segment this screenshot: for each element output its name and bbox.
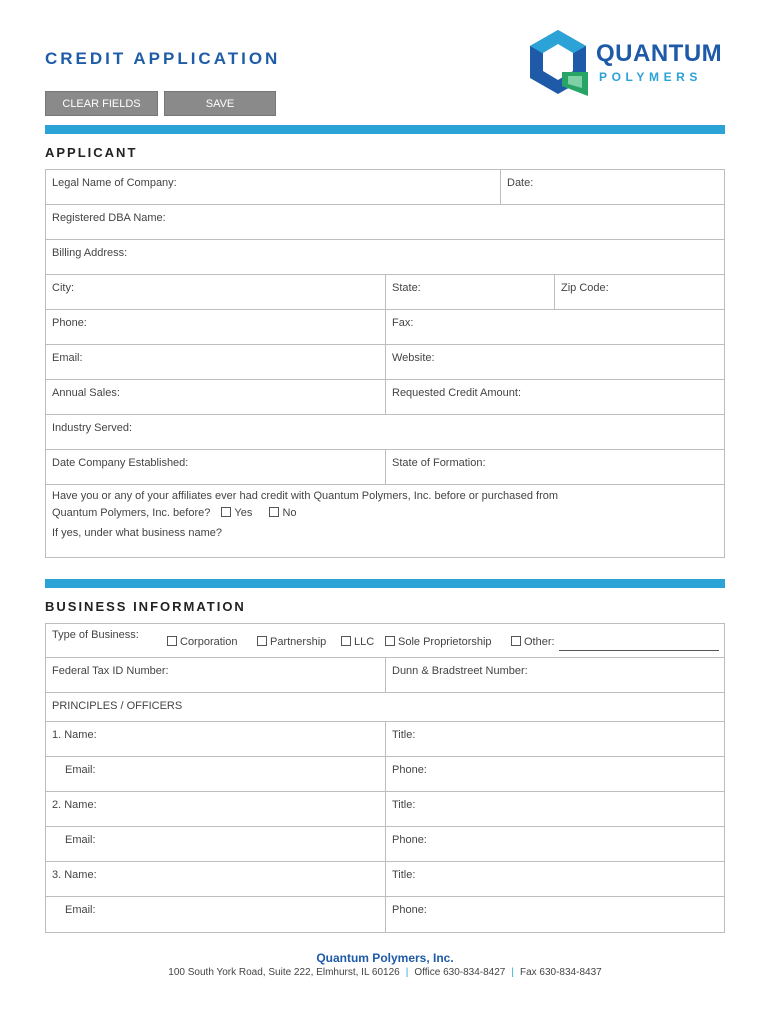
field-label: Phone:: [392, 834, 427, 846]
question-text: Have you or any of your affiliates ever had credit with Quantum Polymers, Inc. before or purchased from: [52, 490, 559, 502]
zip-field[interactable]: [554, 275, 724, 309]
field-label: Annual Sales:: [52, 387, 120, 399]
field-label: Title:: [392, 799, 416, 811]
field-label: Phone:: [392, 904, 427, 916]
form-row: [46, 170, 724, 205]
form-row: [46, 345, 724, 380]
form-row: [46, 827, 724, 862]
officer-3-title-field[interactable]: [385, 862, 724, 896]
if-yes-label: If yes, under what business name?: [52, 527, 222, 539]
field-label: Federal Tax ID Number:: [52, 665, 169, 677]
form-row: [46, 693, 724, 722]
form-row: [46, 624, 724, 658]
no-checkbox[interactable]: [269, 507, 279, 517]
section-title-business: BUSINESS INFORMATION: [45, 599, 246, 614]
industry-field[interactable]: [46, 415, 724, 449]
state-formation-field[interactable]: [385, 450, 724, 484]
officer-3-phone-field[interactable]: [385, 897, 724, 932]
field-label: Legal Name of Company:: [52, 177, 177, 189]
field-label: City:: [52, 282, 74, 294]
field-label: 3. Name:: [52, 869, 97, 881]
fax-field[interactable]: [385, 310, 724, 344]
form-row: [46, 722, 724, 757]
field-label: Email:: [65, 834, 96, 846]
question-text-line2: [52, 507, 297, 519]
field-label: PRINCIPLES / OFFICERS: [52, 700, 183, 712]
officer-2-name-field[interactable]: [46, 792, 385, 826]
save-button[interactable]: SAVE: [164, 91, 276, 116]
footer-fax: Fax 630-834-8437: [519, 967, 602, 978]
requested-credit-field[interactable]: [385, 380, 724, 414]
field-label: Email:: [52, 352, 83, 364]
footer-address: 100 South York Road, Suite 222, Elmhurst, IL 60126: [168, 967, 400, 978]
state-field[interactable]: [385, 275, 554, 309]
separator: |: [405, 967, 409, 978]
question-text: Quantum Polymers, Inc. before?: [52, 507, 211, 519]
form-row: [46, 757, 724, 792]
option-corporation: [167, 636, 237, 648]
form-row: [46, 415, 724, 450]
section-divider: [45, 125, 725, 134]
field-label: Phone:: [392, 764, 427, 776]
yes-label: Yes: [234, 507, 253, 519]
footer-office: Office 630-834-8427: [414, 967, 506, 978]
website-field[interactable]: [385, 345, 724, 379]
yes-checkbox[interactable]: [221, 507, 231, 517]
section-divider: [45, 579, 725, 588]
form-row: [46, 485, 724, 557]
form-row: [46, 240, 724, 275]
logo-wordmark: QUANTUM: [596, 40, 723, 67]
prior-credit-question: [46, 485, 724, 557]
field-label: Phone:: [52, 317, 87, 329]
tax-id-field[interactable]: [46, 658, 385, 692]
field-label: Type of Business:: [52, 629, 139, 641]
officer-1-email-field[interactable]: [46, 757, 385, 791]
field-label: 1. Name:: [52, 729, 97, 741]
other-checkbox[interactable]: [511, 636, 521, 646]
sole-proprietorship-checkbox[interactable]: [385, 636, 395, 646]
llc-checkbox[interactable]: [341, 636, 351, 646]
field-label: Title:: [392, 869, 416, 881]
quantum-logo-icon: [528, 28, 594, 98]
corporation-checkbox[interactable]: [167, 636, 177, 646]
officer-2-phone-field[interactable]: [385, 827, 724, 861]
form-row: [46, 205, 724, 240]
business-type-field: [46, 624, 724, 657]
page-title: CREDIT APPLICATION: [45, 49, 281, 68]
field-label: Billing Address:: [52, 247, 128, 259]
field-label: State of Formation:: [392, 457, 486, 469]
field-label: Requested Credit Amount:: [392, 387, 522, 399]
officer-3-name-field[interactable]: [46, 862, 385, 896]
option-label: Partnership: [270, 636, 327, 648]
form-row: [46, 897, 724, 932]
partnership-checkbox[interactable]: [257, 636, 267, 646]
officer-1-name-field[interactable]: [46, 722, 385, 756]
form-row: [46, 380, 724, 415]
officer-1-title-field[interactable]: [385, 722, 724, 756]
field-label: Email:: [65, 904, 96, 916]
field-label: Registered DBA Name:: [52, 212, 166, 224]
officer-2-title-field[interactable]: [385, 792, 724, 826]
date-field[interactable]: [500, 170, 724, 204]
field-label: State:: [392, 282, 421, 294]
field-label: Email:: [65, 764, 96, 776]
officer-2-email-field[interactable]: [46, 827, 385, 861]
field-label: 2. Name:: [52, 799, 97, 811]
footer-company: Quantum Polymers, Inc.: [316, 951, 454, 965]
field-label: Date Company Established:: [52, 457, 189, 469]
no-label: No: [282, 507, 297, 519]
form-row: [46, 310, 724, 345]
clear-fields-button[interactable]: CLEAR FIELDS: [45, 91, 158, 116]
officer-3-email-field[interactable]: [46, 897, 385, 932]
separator: |: [511, 967, 514, 978]
field-label: Website:: [392, 352, 435, 364]
option-other: [511, 636, 555, 648]
option-label: Other:: [524, 636, 555, 648]
field-label: Fax:: [392, 317, 414, 329]
field-label: Industry Served:: [52, 422, 133, 434]
logo-subtitle: POLYMERS: [599, 70, 703, 84]
form-row: [46, 275, 724, 310]
business-form: [45, 623, 725, 933]
phone-field[interactable]: [46, 310, 385, 344]
city-field[interactable]: [46, 275, 385, 309]
option-llc: [341, 636, 374, 648]
form-row: [46, 862, 724, 897]
field-label: Dunn & Bradstreet Number:: [392, 665, 528, 677]
officer-1-phone-field[interactable]: [385, 757, 724, 791]
legal-name-field[interactable]: [46, 170, 500, 204]
form-row: [46, 450, 724, 485]
dba-field[interactable]: [46, 205, 724, 239]
form-row: [46, 792, 724, 827]
field-label: Title:: [392, 729, 416, 741]
date-established-field[interactable]: [46, 450, 385, 484]
field-label: Zip Code:: [561, 282, 609, 294]
annual-sales-field[interactable]: [46, 380, 385, 414]
option-partnership: [257, 636, 326, 648]
footer-contact: [0, 967, 770, 978]
option-label: LLC: [354, 636, 375, 648]
applicant-form: [45, 169, 725, 558]
billing-address-field[interactable]: [46, 240, 724, 274]
email-field[interactable]: [46, 345, 385, 379]
option-label: Corporation: [180, 636, 238, 648]
section-title-applicant: APPLICANT: [45, 145, 138, 160]
principles-header: [46, 693, 724, 721]
dnb-field[interactable]: [385, 658, 724, 692]
form-row: [46, 658, 724, 693]
option-label: Sole Proprietorship: [398, 636, 492, 648]
option-sole-proprietorship: [385, 636, 492, 648]
field-label: Date:: [507, 177, 534, 189]
other-input[interactable]: [559, 650, 719, 651]
